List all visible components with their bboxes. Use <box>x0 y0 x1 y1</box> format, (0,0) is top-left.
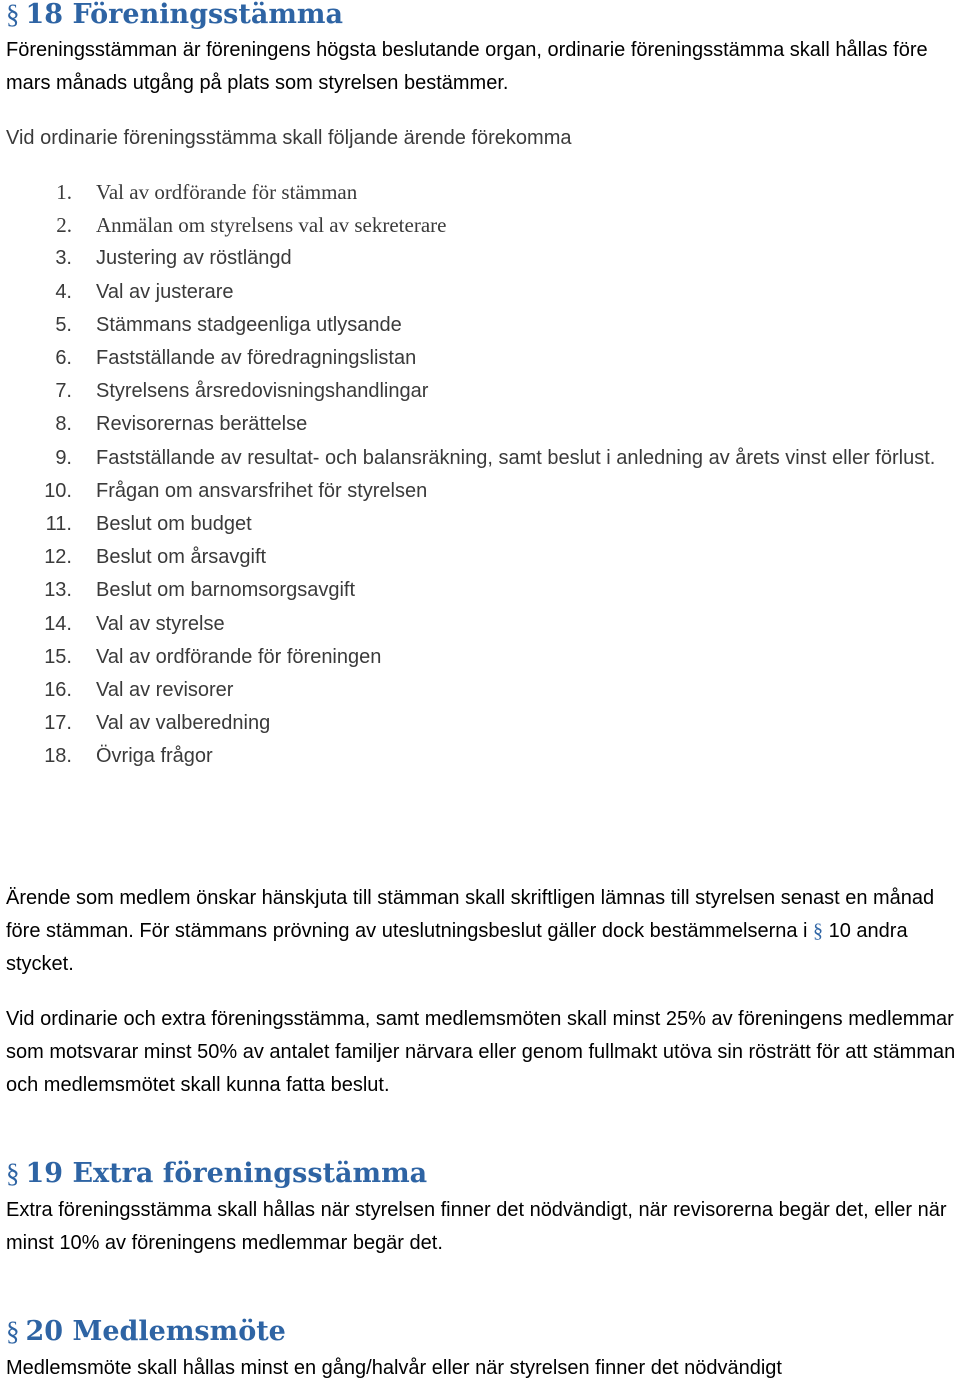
section-symbol: § <box>6 1316 20 1346</box>
agenda-item-text: Beslut om barnomsorgsavgift <box>96 579 356 602</box>
agenda-item <box>0 674 936 707</box>
section-20-body: Medlemsmöte skall hållas minst en gång/halvår eller när styrelsen finner det nödvändigt <box>6 1357 782 1379</box>
agenda-item-number: 4. <box>55 280 72 303</box>
section-symbol: § <box>6 0 20 29</box>
agenda-item-number: 8. <box>55 413 72 436</box>
section-19-heading <box>6 1157 427 1190</box>
agenda-item-text: Beslut om årsavgift <box>96 546 267 569</box>
agenda-item-text: Fastställande av resultat- och balansräkning, samt beslut i anledning av årets vinst eller förlust. <box>96 446 936 469</box>
agenda-item-text: Val av ordförande för föreningen <box>96 645 382 668</box>
agenda-item-number: 6. <box>55 347 72 370</box>
section-20-heading <box>6 1315 286 1348</box>
agenda-item-number: 11. <box>45 513 72 536</box>
agenda-item <box>0 574 936 607</box>
agenda-item-text: Val av valberedning <box>96 712 271 735</box>
section-19-title: 19 Extra föreningsstämma <box>25 1158 428 1189</box>
motions-paragraph <box>6 882 958 982</box>
agenda-item-number: 10. <box>44 479 72 502</box>
section-symbol: § <box>813 920 824 943</box>
section-symbol: § <box>6 1158 20 1188</box>
agenda-item-number: 17. <box>44 712 72 735</box>
agenda-item-number: 3. <box>55 247 72 270</box>
agenda-item <box>0 641 936 674</box>
section-19-body: Extra föreningsstämma skall hållas när styrelsen finner det nödvändigt, när revisorerna begär det, eller när minst 10% av föreningens medlemmar begär det. <box>6 1199 947 1255</box>
agenda-item <box>0 408 936 441</box>
agenda-item-text: Val av styrelse <box>96 612 225 635</box>
agenda-item-text: Styrelsens årsredovisningshandlingar <box>96 380 429 403</box>
agenda-item-number: 5. <box>55 313 72 336</box>
agenda-list <box>0 176 960 774</box>
agenda-item-number: 15. <box>44 645 72 668</box>
agenda-item <box>0 375 936 408</box>
agenda-item-text: Övriga frågor <box>96 745 213 768</box>
agenda-item <box>0 276 936 309</box>
agenda-item-number: 13. <box>44 579 72 602</box>
agenda-item-number: 12. <box>44 546 72 569</box>
agenda-item <box>0 541 936 574</box>
agenda-item-text: Stämmans stadgeenliga utlysande <box>96 313 402 336</box>
agenda-item <box>0 740 936 773</box>
quorum-paragraph: Vid ordinarie och extra föreningsstämma, samt medlemsmöten skall minst 25% av föreningens medlemmar som motsvarar minst 50% av antalet familjer närvara eller genom fullmakt utöva sin rösträtt för att stämman och medlemsmötet skall kunna fatta beslut. <box>6 1008 956 1097</box>
agenda-item-text: Revisorernas berättelse <box>96 413 308 436</box>
agenda-item-text: Beslut om budget <box>96 513 252 536</box>
agenda-item <box>0 707 936 740</box>
agenda-item <box>0 442 936 475</box>
section-18-intro: Föreningsstämman är föreningens högsta beslutande organ, ordinarie föreningsstämma skall hållas före mars månads utgång på plats som styrelsen bestämmer. <box>6 39 928 95</box>
agenda-item-text: Justering av röstlängd <box>96 247 292 270</box>
agenda-item <box>0 608 936 641</box>
agenda-intro: Vid ordinarie föreningsstämma skall följande ärende förekomma <box>6 127 572 149</box>
agenda-item-text: Frågan om ansvarsfrihet för styrelsen <box>96 479 428 502</box>
agenda-item-text: Val av revisorer <box>96 679 234 702</box>
agenda-item <box>0 508 936 541</box>
section-18-title: 18 Föreningsstämma <box>25 0 343 30</box>
motions-text: Ärende som medlem önskar hänskjuta till stämman skall skriftligen lämnas till styrelsen senast en månad före stämman. För stämmans prövning av uteslutningsbeslut gäller dock bestämmelserna i <box>6 887 935 943</box>
agenda-item-number: 2. <box>56 213 72 238</box>
agenda-item <box>0 176 936 209</box>
agenda-item-text: Val av ordförande för stämman <box>96 180 358 204</box>
agenda-item-number: 14. <box>44 612 72 635</box>
agenda-item <box>0 242 936 275</box>
section-18-heading <box>6 0 343 31</box>
agenda-item-text: Val av justerare <box>96 280 234 303</box>
agenda-item <box>0 342 936 375</box>
agenda-item <box>0 475 936 508</box>
agenda-item-number: 16. <box>44 679 72 702</box>
section-20-title: 20 Medlemsmöte <box>25 1316 286 1347</box>
agenda-item-number: 7. <box>55 380 72 403</box>
motions-tail: 10 andra stycket. <box>6 920 908 976</box>
agenda-item-text: Anmälan om styrelsens val av sekreterare <box>96 213 447 238</box>
agenda-item-number: 18. <box>44 745 72 768</box>
agenda-item-number: 1. <box>56 180 72 204</box>
agenda-item-number: 9. <box>55 446 72 469</box>
agenda-item <box>0 309 936 342</box>
agenda-item-text: Fastställande av föredragningslistan <box>96 347 417 370</box>
agenda-item <box>0 209 936 242</box>
